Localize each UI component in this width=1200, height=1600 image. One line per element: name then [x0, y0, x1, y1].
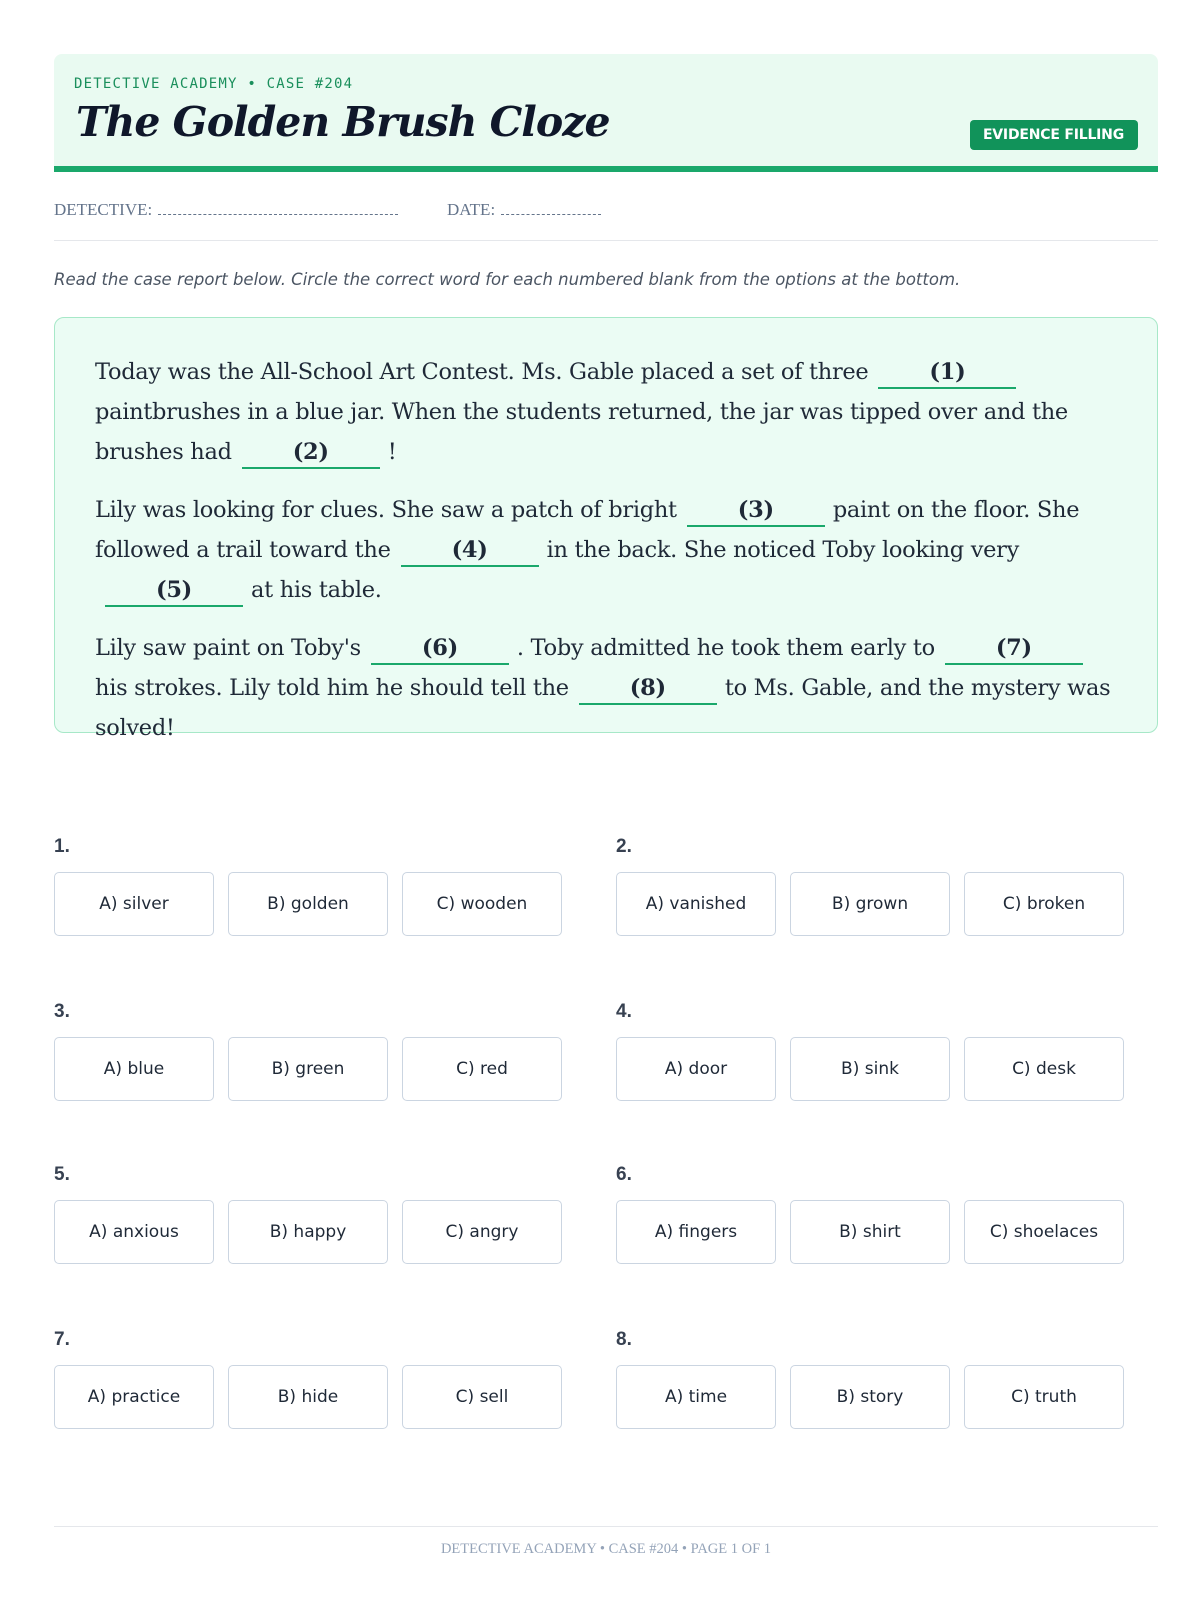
- meta-line: [54, 172, 1158, 241]
- option-c[interactable]: C) sell: [402, 1365, 562, 1429]
- story-text: . Toby admitted he took them early to: [516, 635, 935, 661]
- story-text: paintbrushes in a blue jar. When the students returned, the jar was tipped over and the brushes had: [95, 399, 1068, 465]
- question-6: [616, 1164, 1126, 1242]
- story-paragraph-1: [95, 352, 1119, 472]
- story-text: Lily was looking for clues. She saw a patch of bright: [95, 497, 677, 523]
- option-a[interactable]: A) door: [616, 1037, 776, 1101]
- option-a[interactable]: A) practice: [54, 1365, 214, 1429]
- blank-5: (5): [105, 575, 243, 607]
- option-b[interactable]: B) story: [790, 1365, 950, 1429]
- question-8: [616, 1329, 1126, 1407]
- blank-6: (6): [371, 633, 509, 665]
- question-7: [54, 1329, 564, 1407]
- question-number: 4.: [616, 1001, 632, 1022]
- blank-2: (2): [242, 437, 380, 469]
- date-field: [447, 200, 601, 220]
- option-c[interactable]: C) angry: [402, 1200, 562, 1264]
- story-text: in the back. She noticed Toby looking very: [546, 537, 1020, 563]
- question-5: [54, 1164, 564, 1242]
- option-a[interactable]: A) time: [616, 1365, 776, 1429]
- header-banner: [54, 54, 1158, 172]
- detective-label: DETECTIVE:: [54, 200, 153, 219]
- question-number: 3.: [54, 1001, 70, 1022]
- case-kicker: DETECTIVE ACADEMY • CASE #204: [74, 76, 354, 92]
- case-report-box: [54, 317, 1158, 741]
- question-number: 6.: [616, 1164, 632, 1185]
- date-label: DATE:: [447, 200, 496, 219]
- question-number: 2.: [616, 836, 632, 857]
- question-number: 1.: [54, 836, 70, 857]
- story-text: his strokes. Lily told him he should tell the: [95, 675, 569, 701]
- question-3: [54, 1001, 564, 1079]
- option-b[interactable]: B) sink: [790, 1037, 950, 1101]
- option-a[interactable]: A) blue: [54, 1037, 214, 1101]
- option-c[interactable]: C) shoelaces: [964, 1200, 1124, 1264]
- option-b[interactable]: B) grown: [790, 872, 950, 936]
- evidence-badge: EVIDENCE FILLING: [970, 120, 1138, 150]
- option-b[interactable]: B) shirt: [790, 1200, 950, 1264]
- option-c[interactable]: C) truth: [964, 1365, 1124, 1429]
- story-paragraph-2: [95, 490, 1119, 610]
- story-text: to Ms. Gable, and the mystery was solved!: [95, 675, 1111, 741]
- question-1: [54, 836, 564, 914]
- question-4: [616, 1001, 1126, 1079]
- blank-7: (7): [945, 633, 1083, 665]
- blank-8: (8): [579, 673, 717, 705]
- option-b[interactable]: B) green: [228, 1037, 388, 1101]
- option-c[interactable]: C) wooden: [402, 872, 562, 936]
- option-b[interactable]: B) golden: [228, 872, 388, 936]
- detective-field: [54, 200, 398, 220]
- option-b[interactable]: B) happy: [228, 1200, 388, 1264]
- story-text: Lily saw paint on Toby's: [95, 635, 361, 661]
- option-c[interactable]: C) red: [402, 1037, 562, 1101]
- story-text: paint on the floor. She followed a trail toward the: [95, 497, 1080, 563]
- option-a[interactable]: A) silver: [54, 872, 214, 936]
- option-a[interactable]: A) fingers: [616, 1200, 776, 1264]
- blank-3: (3): [687, 495, 825, 527]
- worksheet-page: [54, 54, 1158, 1407]
- option-c[interactable]: C) broken: [964, 872, 1124, 936]
- blank-4: (4): [401, 535, 539, 567]
- story-text: Today was the All-School Art Contest. Ms. Gable placed a set of three: [95, 359, 869, 385]
- option-c[interactable]: C) desk: [964, 1037, 1124, 1101]
- detective-blank[interactable]: [158, 202, 398, 215]
- story-text: at his table.: [251, 577, 382, 603]
- page-title: The Golden Brush Cloze: [76, 98, 610, 146]
- story-text: !: [387, 439, 397, 465]
- option-a[interactable]: A) anxious: [54, 1200, 214, 1264]
- blank-1: (1): [878, 357, 1016, 389]
- instructions: Read the case report below. Circle the correct word for each numbered blank from the options at the bottom.: [54, 270, 961, 289]
- page-footer: DETECTIVE ACADEMY • CASE #204 • PAGE 1 OF 1: [54, 1526, 1158, 1558]
- story-paragraph-3: [95, 628, 1119, 748]
- date-blank[interactable]: [501, 202, 601, 215]
- question-number: 8.: [616, 1329, 632, 1350]
- question-2: [616, 836, 1126, 914]
- option-b[interactable]: B) hide: [228, 1365, 388, 1429]
- question-number: 5.: [54, 1164, 70, 1185]
- question-number: 7.: [54, 1329, 70, 1350]
- option-a[interactable]: A) vanished: [616, 872, 776, 936]
